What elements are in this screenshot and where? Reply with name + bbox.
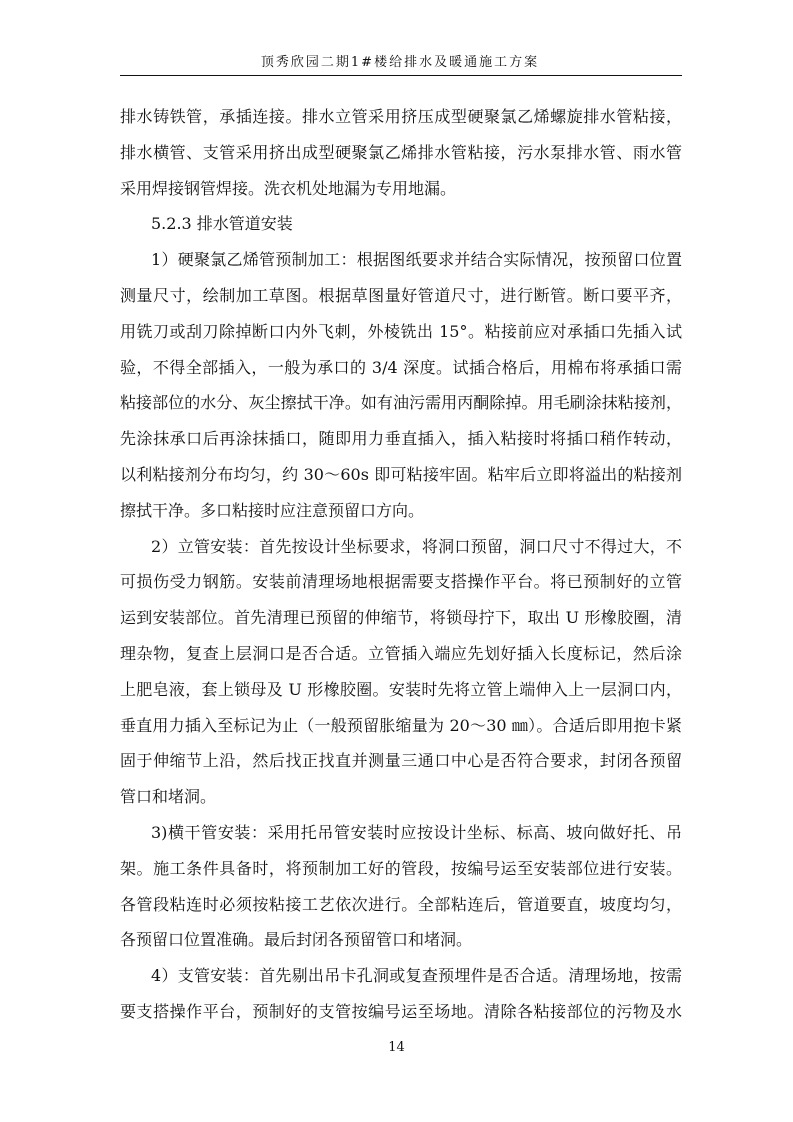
text-line: 测量尺寸，绘制加工草图。根据草图量好管道尺寸，进行断管。断口要平齐，	[120, 285, 682, 305]
paragraph	[120, 242, 682, 528]
header-rule	[120, 75, 682, 76]
text-line: 理杂物，复查上层洞口是否合适。立管插入端应先划好插入长度标记，然后涂	[120, 643, 682, 663]
text-line: 擦拭干净。多口粘接时应注意预留口方向。	[120, 500, 425, 520]
text-line: 可损伤受力钢筋。安装前清理场地根据需要支搭操作平台。将已预制好的立管	[120, 572, 682, 592]
page-number: 14	[388, 1040, 405, 1055]
text-line: 要支搭操作平台，预制好的支管按编号运至场地。清除各粘接部位的污物及水	[120, 1001, 682, 1021]
paragraph	[120, 529, 682, 815]
text-line: 用铣刀或刮刀除掉断口内外飞刺，外棱铣出 15°。粘接前应对承插口先插入试	[120, 321, 682, 341]
text-line: 固于伸缩节上沿，然后找正找直并测量三通口中心是否符合要求，封闭各预留	[120, 751, 682, 771]
text-line: 上肥皂液，套上锁母及 U 形橡胶圈。安装时先将立管上端伸入上一层洞口内，	[120, 679, 682, 699]
text-line: 粘接部位的水分、灰尘擦拭干净。如有油污需用丙酮除掉。用毛刷涂抹粘接剂，	[120, 393, 682, 413]
text-line: 以利粘接剂分布均匀，约 30～60s 即可粘接牢固。粘牢后立即将溢出的粘接剂	[120, 464, 682, 484]
paragraph	[120, 958, 682, 1030]
text-line: 验，不得全部插入，一般为承口的 3/4 深度。试插合格后，用棉布将承插口需	[120, 357, 682, 377]
text-line: 垂直用力插入至标记为止（一般预留胀缩量为 20～30 ㎜）。合适后即用抱卡紧	[120, 715, 682, 735]
text-line: 运到安装部位。首先清理已预留的伸缩节，将锁母拧下，取出 U 形橡胶圈，清	[120, 608, 682, 628]
section-heading	[120, 206, 682, 242]
text-line: 5.2.3 排水管道安装	[151, 214, 293, 234]
paragraph	[120, 815, 682, 958]
text-line: 1）硬聚氯乙烯管预制加工：根据图纸要求并结合实际情况，按预留口位置	[151, 250, 682, 270]
text-line: 3)横干管安装：采用托吊管安装时应按设计坐标、标高、坡向做好托、吊	[151, 822, 682, 842]
text-line: 排水横管、支管采用挤出成型硬聚氯乙烯排水管粘接，污水泵排水管、雨水管	[120, 142, 682, 162]
text-line: 先涂抹承口后再涂抹插口，随即用力垂直插入，插入粘接时将插口稍作转动，	[120, 429, 682, 449]
text-line: 管口和堵洞。	[120, 787, 217, 807]
text-line: 2）立管安装：首先按设计坐标要求，将洞口预留，洞口尺寸不得过大，不	[151, 536, 682, 556]
text-line: 采用焊接钢管焊接。洗衣机处地漏为专用地漏。	[120, 178, 457, 198]
running-header: 顶秀欣园二期1#楼给排水及暖通施工方案	[260, 55, 540, 70]
text-line: 各管段粘连时必须按粘接工艺依次进行。全部粘连后，管道要直，坡度均匀，	[120, 894, 682, 914]
document-body	[120, 99, 682, 1030]
text-line: 各预留口位置准确。最后封闭各预留管口和堵洞。	[120, 930, 473, 950]
text-line: 排水铸铁管，承插连接。排水立管采用挤压成型硬聚氯乙烯螺旋排水管粘接，	[120, 107, 682, 126]
text-line: 架。施工条件具备时，将预制加工好的管段，按编号运至安装部位进行安装。	[120, 858, 682, 878]
text-line: 4）支管安装：首先剔出吊卡孔洞或复查预埋件是否合适。清理场地，按需	[151, 966, 682, 986]
paragraph	[120, 99, 682, 206]
